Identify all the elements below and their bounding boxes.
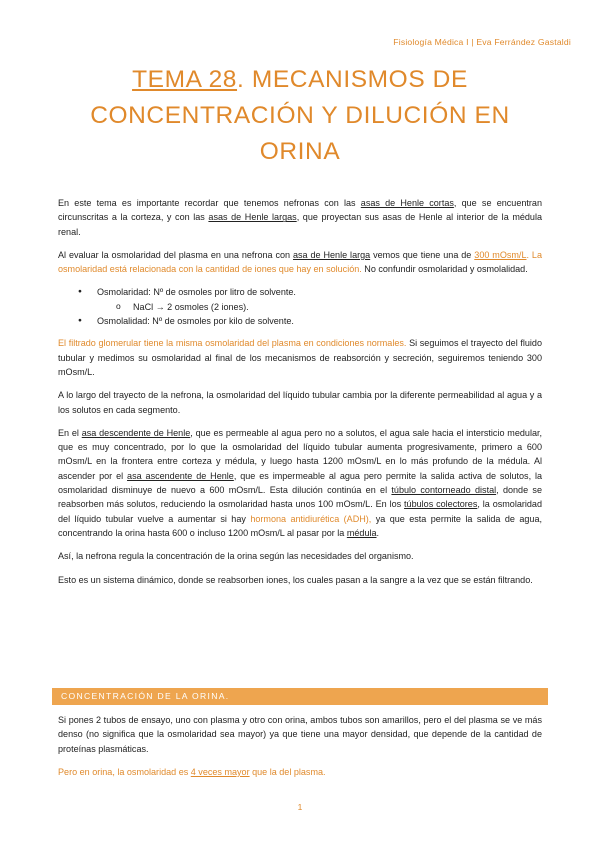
paragraph-test-tubes: Si pones 2 tubos de ensayo, uno con plasma y otro con orina, ambos tubos son amarillos, pero el del plasma se ve más denso (no significa que la osmolaridad sea mayor) ya que tiene una mayor densidad, que depende de la cantidad de proteínas plasmáticas. [58,715,542,754]
list-subitem: o NaCl → 2 osmoles (2 iones). [97,300,542,314]
term-long-loops: asas de Henle largas [208,212,297,223]
section-content [58,713,542,788]
term-short-loops: asas de Henle cortas [360,198,454,208]
term-long-loop: asa de Henle larga [292,249,371,260]
main-content [58,196,542,596]
paragraph-intro: En este tema es importante recordar que tenemos nefronas con las asas de Henle cortas, que se encuentran circunscritas a la corteza, y con las asas de Henle largas, que proyectan sus asas de Henle al interior de la médula renal. [58,198,542,237]
paragraph-osmolarity: Al evaluar la osmolaridad del plasma en una nefrona con asa de Henle larga vemos que tiene una de 300 mOsm/L. La osmolaridad está relacionada con la cantidad de iones que hay en solución. No confundir osmolaridad y osmolalidad. [58,249,542,275]
list-item: ● Osmolalidad: Nº de osmoles por kilo de solvente. [58,314,542,328]
topic-number: TEMA 28 [132,66,238,93]
hormone-highlight: hormona antidiurética (ADH), [250,513,372,524]
emphasis-value: 4 veces mayor [190,766,250,777]
running-header: Fisiología Médica I | Eva Ferrández Gastaldi [393,37,571,47]
plasma-osmolarity-value: 300 mOsm/L [474,249,527,260]
definition-list [58,285,542,328]
list-item: ● Osmolaridad: Nº de osmoles por litro de solvente. o NaCl → 2 osmoles (2 iones). [58,285,542,314]
paragraph-trajectory: A lo largo del trayecto de la nefrona, la osmolaridad del líquido tubular cambia por la diferente permeabilidad al agua y a los solutos en cada segmento. [58,390,542,415]
paragraph-segments: En el asa descendente de Henle, que es permeable al agua pero no a solutos, el agua sale hacia el intersticio medular, que es muy concentrado, por lo que la osmolaridad del líquido tubular aumenta progresivamente, primero a 600 mOsm/L en la frontera entre corteza y médula, y luego hasta 1200 mOsm/L en lo más profundo de la médula. Al ascender por el asa ascendente de Henle, que es impermeable al agua pero permite la salida activa de solutos, la osmolaridad disminuye de nuevo a 600 mOsm/L. Esta dilución continúa en el túbulo contorneado distal, donde se reabsorben más solutos, reduciendo la osmolaridad hasta unos 100 mOsm/L. En los túbulos colectores, la osmolaridad del líquido tubular vuelve a aumentar si hay hormona antidiurética (ADH), ya que esta permite la salida de agua, concentrando la orina hasta 600 o incluso 1200 mOsm/L al pasar por la médula. [58,427,543,538]
section-heading: CONCENTRACIÓN DE LA ORINA. [52,688,548,705]
page-title: TEMA 28. MECANISMOS DE CONCENTRACIÓN Y DILUCIÓN EN ORINA [90,66,510,165]
paragraph-filtrate: El filtrado glomerular tiene la misma osmolaridad del plasma en condiciones normales. Si seguimos el trayecto del fluido tubular y medimos su osmolaridad al final de los mecanismos de reabsorción y secreción, seguiremos teniendo 300 mOsm/L. [58,338,542,377]
highlight-text: El filtrado glomerular tiene la misma osmolaridad del plasma en condiciones normales. [58,338,407,349]
paragraph-regulation: Así, la nefrona regula la concentración de la orina según las necesidades del organismo. [58,551,414,562]
page-number: 1 [297,802,303,812]
paragraph-dynamic: Esto es un sistema dinámico, donde se reabsorben iones, los cuales pasan a la sangre a la vez que se están filtrando. [58,574,533,585]
paragraph-urine-osmolarity: Pero en orina, la osmolaridad es 4 veces mayor que la del plasma. [58,766,326,777]
